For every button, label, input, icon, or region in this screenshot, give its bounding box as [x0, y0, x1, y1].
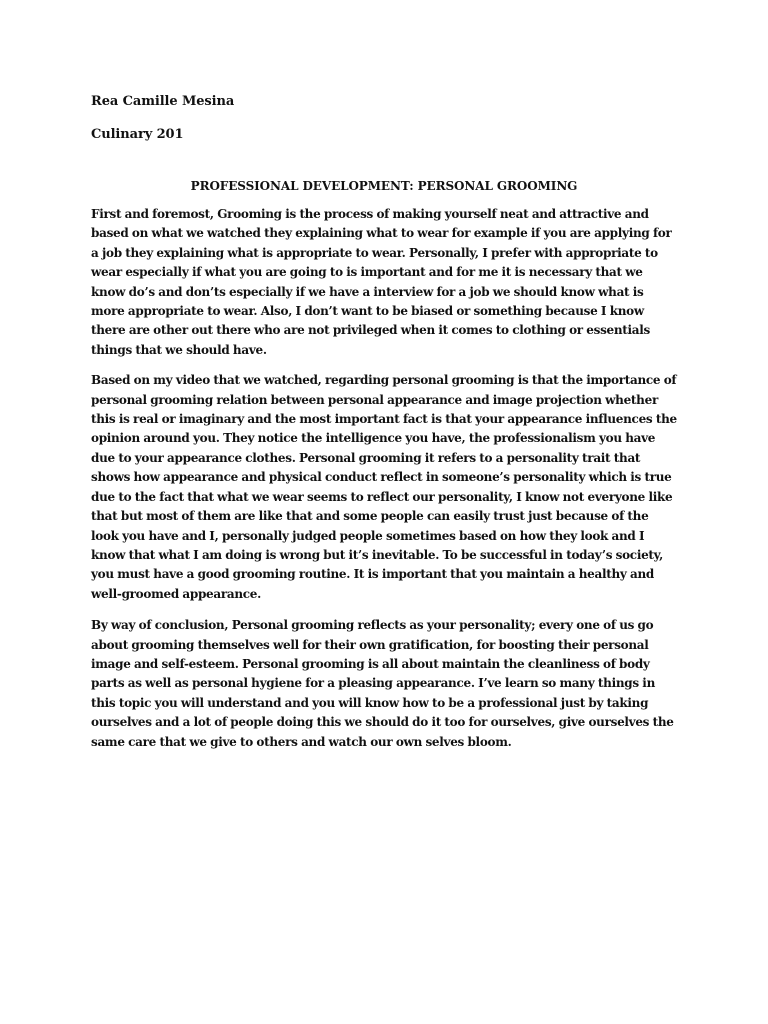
document-title: PROFESSIONAL DEVELOPMENT: PERSONAL GROOMING — [190, 179, 578, 193]
paragraph-conclusion: By way of conclusion, Personal grooming reflects as your personality; every one of us go about grooming themselves well for their own gratification, for boosting their personal image and self-esteem. Personal grooming is all about maintain the cleanliness of body parts as well as personal hygiene for a pleasing appearance. I’ve learn so many things in this topic you will understand and you will know how to be a professional just by taking ourselves and a lot of people doing this we should do it too for ourselves, give ourselves the same care that we give to others and watch our own selves bloom. — [91, 618, 674, 749]
paragraph-introduction: First and foremost, Grooming is the process of making yourself neat and attractive and based on what we watched they explaining what to wear for example if you are applying for a job they explaining what is appropriate to wear. Personally, I prefer with appropriate to wear especially if what you are going to is important and for me it is necessary that we know do’s and don’ts especially if we have a interview for a job we should know what is more appropriate to wear. Also, I don’t want to be biased or something because I know there are other out there who are not privileged when it comes to clothing or essentials things that we should have. — [91, 207, 672, 357]
course-name: Culinary 201 — [91, 127, 184, 142]
author-name: Rea Camille Mesina — [91, 94, 235, 109]
paragraph-body: Based on my video that we watched, regarding personal grooming is that the importance of personal grooming relation between personal appearance and image projection whether this is real or imaginary and the most important fact is that your appearance influences the opinion around you. They notice the intelligence you have, the professionalism you have due to your appearance clothes. Personal grooming it refers to a personality trait that shows how appearance and physical conduct reflect in someone’s personality which is true due to the fact that what we wear seems to reflect our personality, I know not everyone like that but most of them are like that and some people can easily trust just because of the look you have and I, personally judged people sometimes based on how they look and I know that what I am doing is wrong but it’s inevitable. To be successful in today’s society, you must have a good grooming routine. It is important that you maintain a healthy and well-groomed appearance. — [91, 373, 677, 601]
document-body — [91, 92, 677, 764]
